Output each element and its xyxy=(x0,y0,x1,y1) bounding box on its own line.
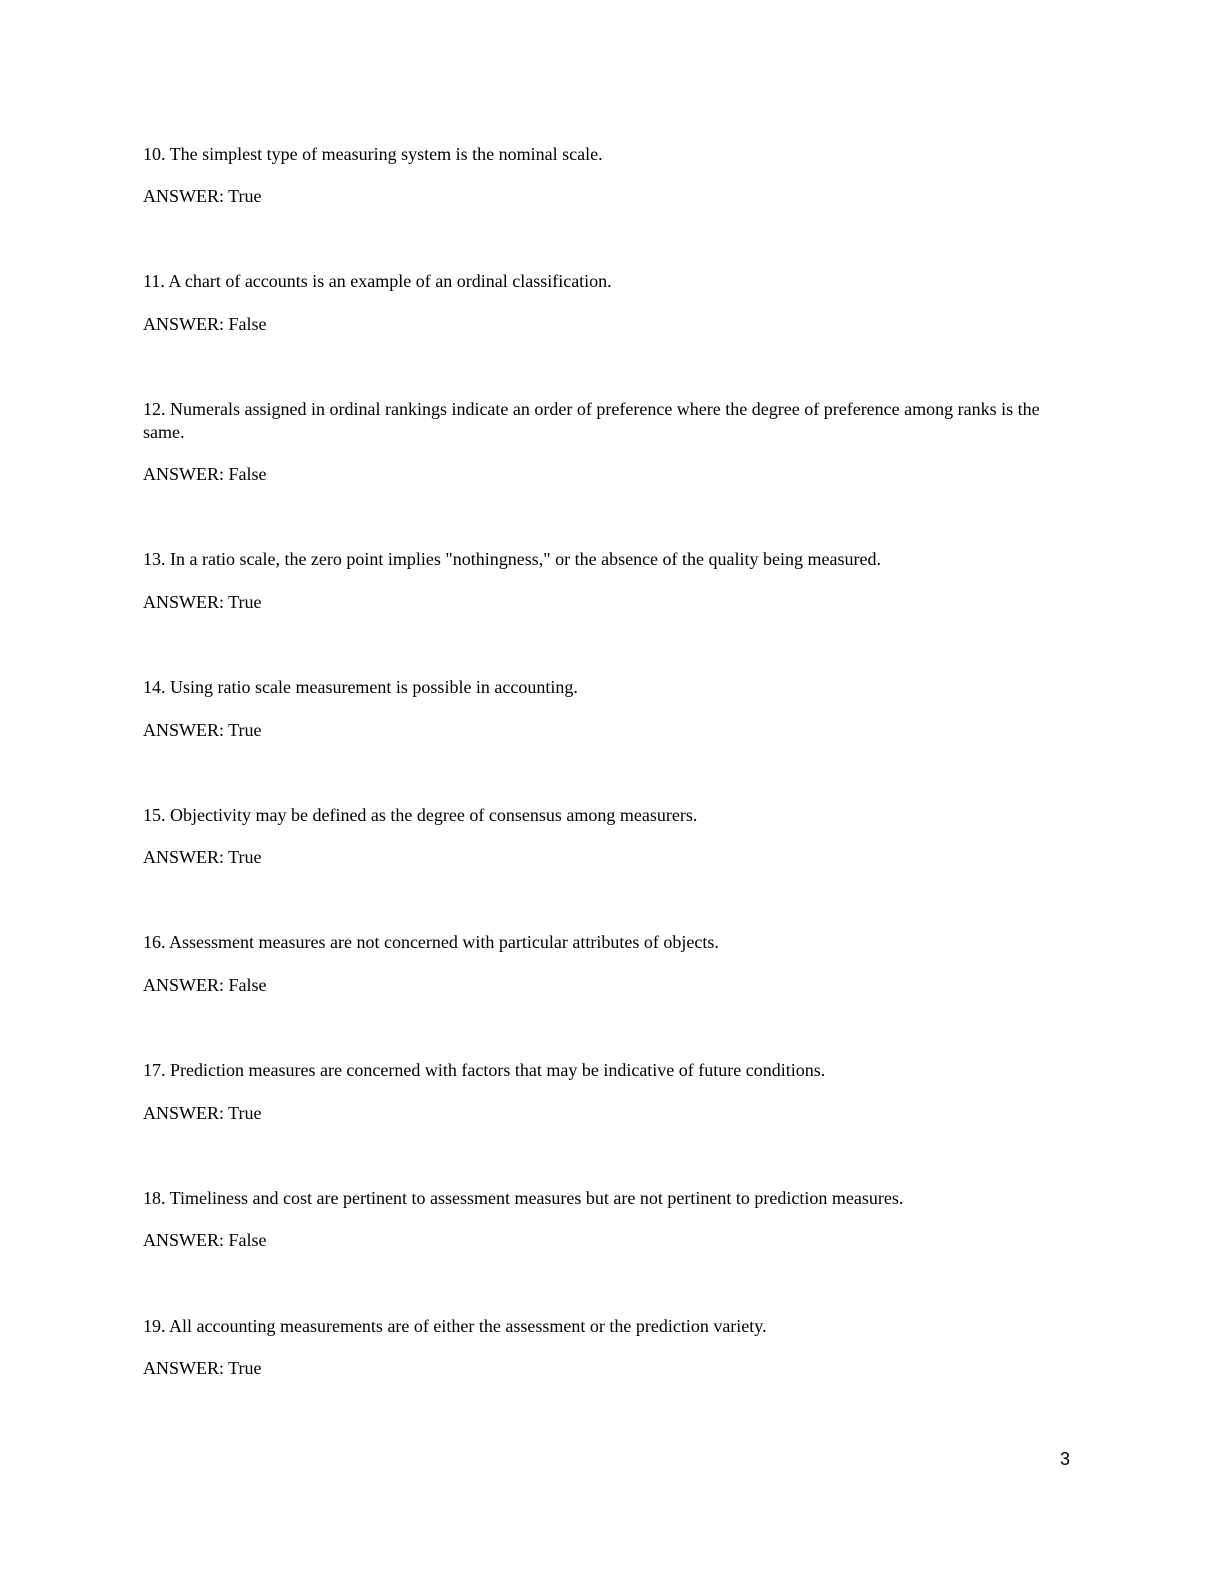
answer-text: ANSWER: False xyxy=(143,464,267,484)
question-13 xyxy=(143,548,1043,612)
question-text: 18. Timeliness and cost are pertinent to assessment measures but are not pertinent to prediction measures. xyxy=(143,1188,904,1208)
question-17 xyxy=(143,1059,1043,1123)
question-15 xyxy=(143,804,1043,867)
answer-text: ANSWER: True xyxy=(143,186,262,206)
answer-text: ANSWER: False xyxy=(143,1230,267,1250)
question-text: 12. Numerals assigned in ordinal rankings indicate an order of preference where the degree of preference among ranks is the same. xyxy=(143,399,1040,442)
question-text: 19. All accounting measurements are of either the assessment or the prediction variety. xyxy=(143,1316,767,1336)
answer-text: ANSWER: True xyxy=(143,1103,262,1123)
answer-text: ANSWER: False xyxy=(143,314,267,334)
answer-text: ANSWER: True xyxy=(143,1358,262,1378)
question-18 xyxy=(143,1187,1043,1250)
answer-text: ANSWER: True xyxy=(143,592,262,612)
question-text: 13. In a ratio scale, the zero point implies "nothingness," or the absence of the quality being measured. xyxy=(143,549,881,569)
question-text: 17. Prediction measures are concerned with factors that may be indicative of future conditions. xyxy=(143,1060,826,1080)
answer-text: ANSWER: False xyxy=(143,975,267,995)
answer-text: ANSWER: True xyxy=(143,847,262,867)
question-11 xyxy=(143,270,1043,334)
question-text: 10. The simplest type of measuring system is the nominal scale. xyxy=(143,144,603,164)
question-14 xyxy=(143,676,1043,740)
question-16 xyxy=(143,931,1043,995)
answer-text: ANSWER: True xyxy=(143,720,262,740)
page-number: 3 xyxy=(1059,1449,1070,1469)
question-text: 15. Objectivity may be defined as the degree of consensus among measurers. xyxy=(143,805,698,825)
question-text: 16. Assessment measures are not concerned with particular attributes of objects. xyxy=(143,932,719,952)
question-12 xyxy=(143,398,1043,484)
question-19 xyxy=(143,1315,1043,1378)
question-text: 14. Using ratio scale measurement is possible in accounting. xyxy=(143,677,578,697)
question-10 xyxy=(143,143,1043,206)
question-text: 11. A chart of accounts is an example of an ordinal classification. xyxy=(143,271,612,291)
